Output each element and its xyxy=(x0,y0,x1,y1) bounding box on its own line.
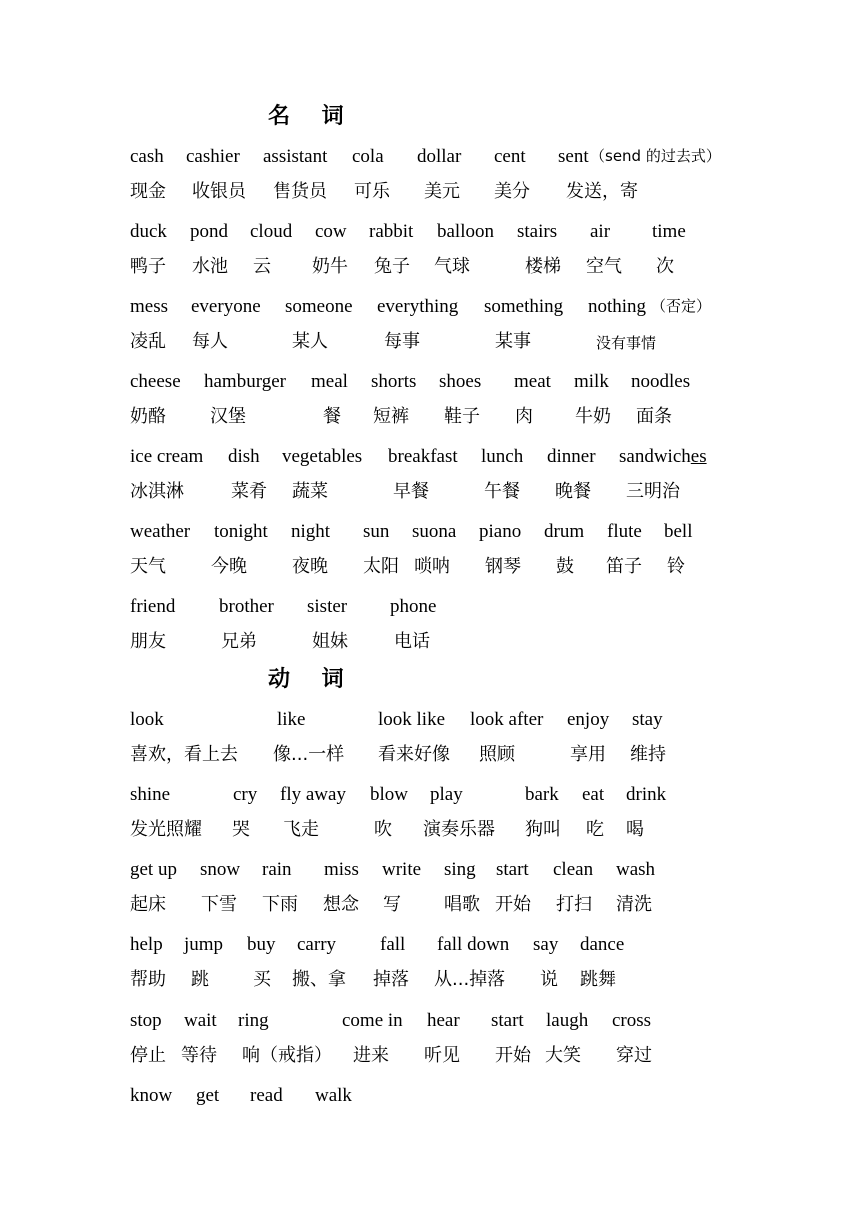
translation: 像...一样 xyxy=(273,744,345,765)
word: shine xyxy=(130,784,171,805)
word: cry xyxy=(233,784,258,805)
word: tonight xyxy=(214,521,268,542)
word: mess xyxy=(130,296,168,317)
word: eat xyxy=(582,784,605,805)
translation: 唢呐 xyxy=(414,556,450,577)
word: start xyxy=(496,859,529,880)
word: enjoy xyxy=(567,709,610,730)
translation: 帮助 xyxy=(130,969,166,990)
translation: 餐 xyxy=(323,406,341,427)
word: write xyxy=(382,859,422,880)
verb-row-5-en xyxy=(0,1011,860,1041)
word: buy xyxy=(247,934,276,955)
translation: 朋友 xyxy=(130,631,166,652)
translation: 次 xyxy=(656,256,674,277)
word-note: （send 的过去式） xyxy=(590,147,721,165)
word: look xyxy=(130,709,164,730)
translation: 兄弟 xyxy=(221,631,257,652)
word-stem: sandwich xyxy=(619,446,691,467)
word: cross xyxy=(612,1010,652,1031)
translation: 鼓 xyxy=(556,556,574,577)
translation: 开始 xyxy=(495,1045,531,1066)
translation: 听见 xyxy=(424,1045,460,1066)
word: snow xyxy=(200,859,241,880)
translation: 大笑 xyxy=(545,1045,581,1066)
translation: 气球 xyxy=(434,256,470,277)
heading-nouns: 名 词 xyxy=(268,104,356,129)
translation: 跳舞 xyxy=(580,969,616,990)
word: know xyxy=(130,1085,173,1106)
translation: 每人 xyxy=(192,331,228,352)
word: brother xyxy=(219,596,274,617)
translation: 蔬菜 xyxy=(292,481,328,502)
translation: 现金 xyxy=(130,181,166,202)
translation: 云 xyxy=(253,256,271,277)
word: shorts xyxy=(371,371,417,392)
word: read xyxy=(250,1085,283,1106)
translation: 穿过 xyxy=(616,1045,652,1066)
translation: 跳 xyxy=(191,969,209,990)
translation: 美分 xyxy=(494,181,530,202)
verb-row-3-zh xyxy=(0,896,860,926)
translation: 短裤 xyxy=(373,406,409,427)
translation: 享用 xyxy=(570,744,606,765)
translation: 牛奶 xyxy=(575,406,611,427)
translation: 菜肴 xyxy=(231,481,267,502)
word: night xyxy=(291,521,331,542)
word: shoes xyxy=(439,371,482,392)
word: air xyxy=(590,221,611,242)
word: fall xyxy=(380,934,406,955)
word: start xyxy=(491,1010,524,1031)
translation: 电话 xyxy=(394,631,430,652)
word: hear xyxy=(427,1010,460,1031)
translation: 午餐 xyxy=(484,481,520,502)
verb-row-4-en xyxy=(0,935,860,965)
translation: 掉落 xyxy=(373,969,409,990)
word: play xyxy=(430,784,463,805)
word: sent xyxy=(558,146,589,167)
translation: 吃 xyxy=(586,819,604,840)
word: come in xyxy=(342,1010,403,1031)
word: dinner xyxy=(547,446,596,467)
word: cent xyxy=(494,146,526,167)
word: vegetables xyxy=(282,446,363,467)
translation: 照顾 xyxy=(479,744,515,765)
word: balloon xyxy=(437,221,494,242)
noun-row-5-zh xyxy=(0,483,860,513)
noun-row-7-zh xyxy=(0,633,860,663)
verb-row-5-zh xyxy=(0,1047,860,1077)
noun-row-1-en xyxy=(0,147,860,177)
word: phone xyxy=(390,596,437,617)
translation: 楼梯 xyxy=(525,256,561,277)
word: jump xyxy=(184,934,224,955)
translation: 早餐 xyxy=(393,481,429,502)
translation: 天气 xyxy=(130,556,166,577)
word: stairs xyxy=(517,221,558,242)
verb-row-1-en xyxy=(0,710,860,740)
word: friend xyxy=(130,596,176,617)
translation: 售货员 xyxy=(273,181,327,202)
word: meat xyxy=(514,371,551,392)
word: clean xyxy=(553,859,594,880)
translation: 飞走 xyxy=(283,819,319,840)
translation: 写 xyxy=(383,894,401,915)
translation: 从...掉落 xyxy=(434,969,506,990)
translation: 肉 xyxy=(515,406,533,427)
translation: 进来 xyxy=(353,1045,389,1066)
verb-row-3-en xyxy=(0,860,860,890)
translation: 水池 xyxy=(192,256,228,277)
translation: 钢琴 xyxy=(485,556,521,577)
translation: 发送，寄 xyxy=(566,181,638,202)
translation: 想念 xyxy=(323,894,359,915)
word: wash xyxy=(616,859,656,880)
word: nothing xyxy=(588,296,647,317)
translation: 吹 xyxy=(374,819,392,840)
translation: 冰淇淋 xyxy=(130,481,184,502)
translation: 鸭子 xyxy=(130,256,166,277)
word: like xyxy=(277,709,306,730)
word: fall down xyxy=(437,934,510,955)
word: fly away xyxy=(280,784,346,805)
translation: 响（戒指） xyxy=(242,1045,332,1066)
word: piano xyxy=(479,521,522,542)
word: walk xyxy=(315,1085,352,1106)
word: dish xyxy=(228,446,260,467)
word: cashier xyxy=(186,146,240,167)
word: rabbit xyxy=(369,221,414,242)
translation: 停止 xyxy=(130,1045,166,1066)
word: dance xyxy=(580,934,625,955)
translation: 说 xyxy=(540,969,558,990)
noun-row-6-zh xyxy=(0,558,860,588)
word: look like xyxy=(378,709,446,730)
noun-row-7-en xyxy=(0,597,860,627)
translation: 兔子 xyxy=(374,256,410,277)
word: flute xyxy=(607,521,642,542)
word: carry xyxy=(297,934,337,955)
word xyxy=(619,447,707,466)
translation: 每事 xyxy=(384,331,420,352)
word: duck xyxy=(130,221,167,242)
word: sun xyxy=(363,521,390,542)
word: milk xyxy=(574,371,609,392)
word: stay xyxy=(632,709,663,730)
word: laugh xyxy=(546,1010,589,1031)
word: help xyxy=(130,934,163,955)
heading-verbs: 动 词 xyxy=(268,667,356,692)
translation: 开始 xyxy=(495,894,531,915)
verb-row-2-en xyxy=(0,785,860,815)
noun-row-5-en xyxy=(0,447,860,477)
translation: 铃 xyxy=(667,556,685,577)
translation: 哭 xyxy=(232,819,250,840)
word: rain xyxy=(262,859,292,880)
translation: 搬、拿 xyxy=(292,969,346,990)
word: look after xyxy=(470,709,544,730)
verb-row-2-zh xyxy=(0,821,860,851)
word: cola xyxy=(352,146,384,167)
word: drum xyxy=(544,521,585,542)
word-note: （否定） xyxy=(651,297,712,315)
word: cash xyxy=(130,146,164,167)
translation: 凌乱 xyxy=(130,331,166,352)
translation: 美元 xyxy=(424,181,460,202)
word: someone xyxy=(285,296,353,317)
word: blow xyxy=(370,784,408,805)
word: noodles xyxy=(631,371,691,392)
translation: 太阳 xyxy=(363,556,399,577)
word: everyone xyxy=(191,296,261,317)
translation: 奶酪 xyxy=(130,406,166,427)
translation: 夜晚 xyxy=(292,556,328,577)
translation: 收银员 xyxy=(192,181,246,202)
word: sing xyxy=(444,859,476,880)
word: wait xyxy=(184,1010,217,1031)
translation: 看来好像 xyxy=(378,744,450,765)
translation: 下雪 xyxy=(201,894,237,915)
word: cow xyxy=(315,221,347,242)
translation: 发光照耀 xyxy=(130,819,202,840)
word: dollar xyxy=(417,146,462,167)
word: suona xyxy=(412,521,457,542)
translation: 喜欢，看上去 xyxy=(130,744,238,765)
word: everything xyxy=(377,296,459,317)
translation: 三明治 xyxy=(626,481,680,502)
translation: 笛子 xyxy=(606,556,642,577)
word: weather xyxy=(130,521,191,542)
translation: 等待 xyxy=(181,1045,217,1066)
translation: 没有事情 xyxy=(596,334,657,352)
noun-row-3-zh xyxy=(0,333,860,363)
translation: 维持 xyxy=(630,744,666,765)
word: meal xyxy=(311,371,348,392)
noun-row-6-en xyxy=(0,522,860,552)
word: bark xyxy=(525,784,559,805)
word: ring xyxy=(238,1010,269,1031)
translation: 下雨 xyxy=(262,894,298,915)
translation: 晚餐 xyxy=(555,481,591,502)
noun-row-1-zh xyxy=(0,183,860,213)
word: ice cream xyxy=(130,446,204,467)
translation: 唱歌 xyxy=(444,894,480,915)
word: drink xyxy=(626,784,667,805)
noun-row-2-en xyxy=(0,222,860,252)
noun-row-3-en xyxy=(0,297,860,327)
word: time xyxy=(652,221,686,242)
word: hamburger xyxy=(204,371,286,392)
translation: 清洗 xyxy=(616,894,652,915)
translation: 演奏乐器 xyxy=(423,819,495,840)
noun-row-4-zh xyxy=(0,408,860,438)
translation: 起床 xyxy=(130,894,166,915)
translation: 某人 xyxy=(292,331,328,352)
word: assistant xyxy=(263,146,328,167)
word-suffix: es xyxy=(690,446,707,467)
word: sister xyxy=(307,596,348,617)
word: lunch xyxy=(481,446,524,467)
translation: 鞋子 xyxy=(444,406,480,427)
verb-row-4-zh xyxy=(0,971,860,1001)
word: pond xyxy=(190,221,228,242)
word: cheese xyxy=(130,371,181,392)
translation: 喝 xyxy=(626,819,644,840)
word: say xyxy=(533,934,559,955)
translation: 某事 xyxy=(495,331,531,352)
translation: 奶牛 xyxy=(312,256,348,277)
word: bell xyxy=(664,521,693,542)
word: something xyxy=(484,296,564,317)
translation: 今晚 xyxy=(211,556,247,577)
translation: 狗叫 xyxy=(525,819,561,840)
translation: 打扫 xyxy=(556,894,592,915)
word: stop xyxy=(130,1010,162,1031)
word: get xyxy=(196,1085,220,1106)
translation: 面条 xyxy=(636,406,672,427)
word: breakfast xyxy=(388,446,458,467)
verb-row-1-zh xyxy=(0,746,860,776)
word: miss xyxy=(324,859,359,880)
translation: 姐妹 xyxy=(312,631,348,652)
noun-row-2-zh xyxy=(0,258,860,288)
translation: 汉堡 xyxy=(210,406,246,427)
noun-row-4-en xyxy=(0,372,860,402)
verb-row-6-en xyxy=(0,1086,860,1116)
word: get up xyxy=(130,859,177,880)
translation: 买 xyxy=(253,969,271,990)
translation: 空气 xyxy=(586,256,622,277)
word: cloud xyxy=(250,221,293,242)
translation: 可乐 xyxy=(354,181,390,202)
